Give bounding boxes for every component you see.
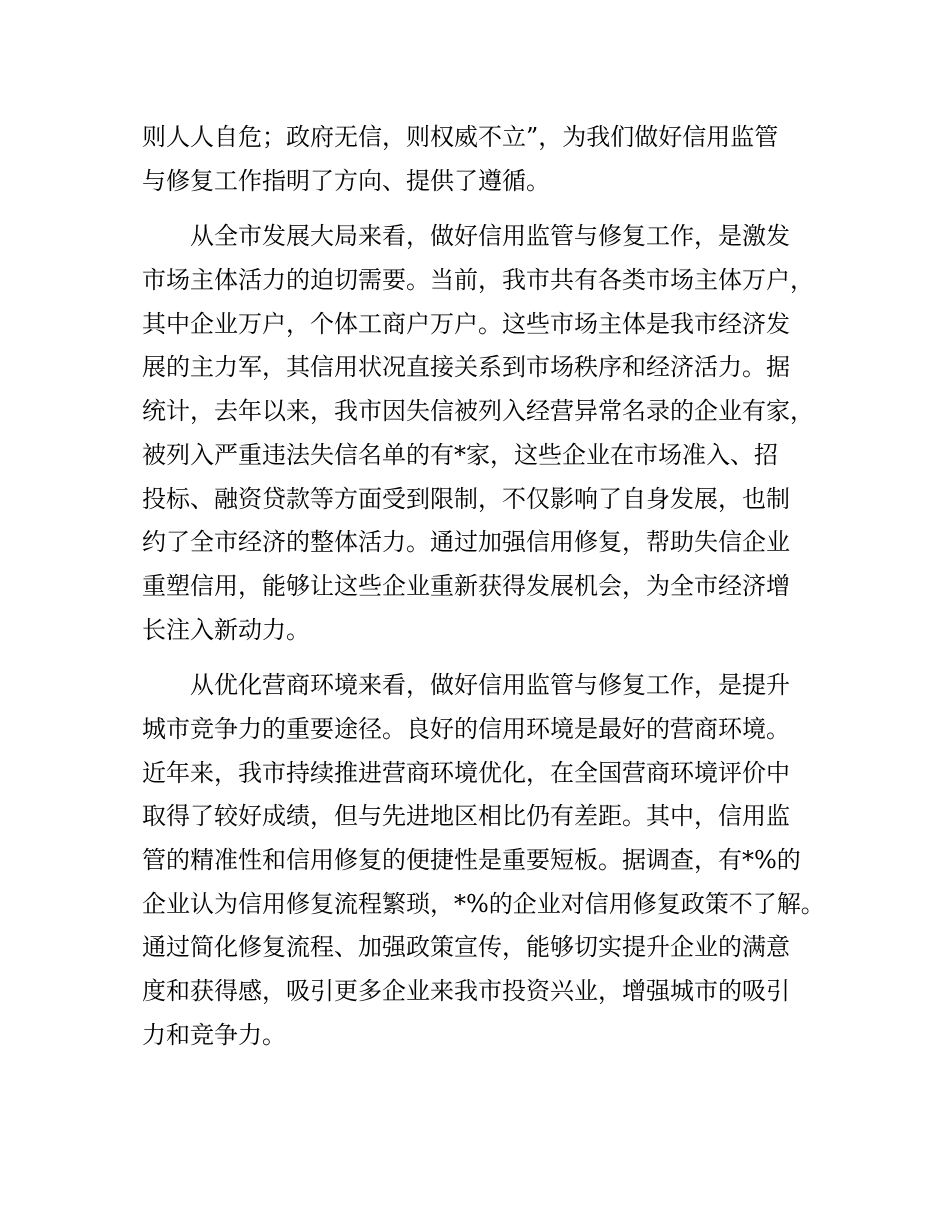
text-line: 投标、融资贷款等方面受到限制，不仅影响了自身发展，也制 [142, 484, 790, 513]
text-line: 长注入新动力。 [142, 615, 310, 644]
text-line: 企业认为信用修复流程繁琐，*%的企业对信用修复政策不了解。 [142, 889, 825, 918]
text-line: 通过简化修复流程、加强政策宣传，能够切实提升企业的满意 [142, 933, 790, 962]
text-line: 被列入严重违法失信名单的有*家，这些企业在市场准入、招 [142, 440, 778, 469]
paragraph-1 [142, 116, 810, 203]
text-line: 与修复工作指明了方向、提供了遵循。 [142, 166, 550, 195]
text-line: 约了全市经济的整体活力。通过加强信用修复，帮助失信企业 [142, 528, 790, 557]
text-line: 从全市发展大局来看，做好信用监管与修复工作，是激发 [190, 222, 790, 251]
text-line: 近年来，我市持续推进营商环境优化，在全国营商环境评价中 [142, 758, 790, 787]
paragraph-gap [142, 652, 810, 664]
text-line: 其中企业万户，个体工商户万户。这些市场主体是我市经济发 [142, 309, 790, 338]
paragraph-2 [142, 215, 814, 652]
text-line: 取得了较好成绩，但与先进地区相比仍有差距。其中，信用监 [142, 802, 790, 831]
text-line: 市场主体活力的迫切需要。当前，我市共有各类市场主体万户， [142, 266, 814, 295]
paragraph-gap [142, 203, 810, 215]
text-line: 力和竞争力。 [142, 1020, 286, 1049]
text-line: 展的主力军，其信用状况直接关系到市场秩序和经济活力。据 [142, 353, 790, 382]
text-line: 城市竞争力的重要途径。良好的信用环境是最好的营商环境。 [142, 714, 790, 743]
document-body [142, 116, 825, 1057]
text-line: 度和获得感，吸引更多企业来我市投资兴业，增强城市的吸引 [142, 977, 790, 1006]
text-line: 重塑信用，能够让这些企业重新获得发展机会，为全市经济增 [142, 571, 790, 600]
paragraph-3 [142, 664, 825, 1057]
text-line: 统计，去年以来，我市因失信被列入经营异常名录的企业有家， [142, 397, 814, 426]
text-line: 从优化营商环境来看，做好信用监管与修复工作，是提升 [190, 671, 790, 700]
text-line: 管的精准性和信用修复的便捷性是重要短板。据调查，有*%的 [142, 846, 801, 874]
text-line: 则人人自危；政府无信，则权威不立”，为我们做好信用监管 [142, 123, 779, 151]
